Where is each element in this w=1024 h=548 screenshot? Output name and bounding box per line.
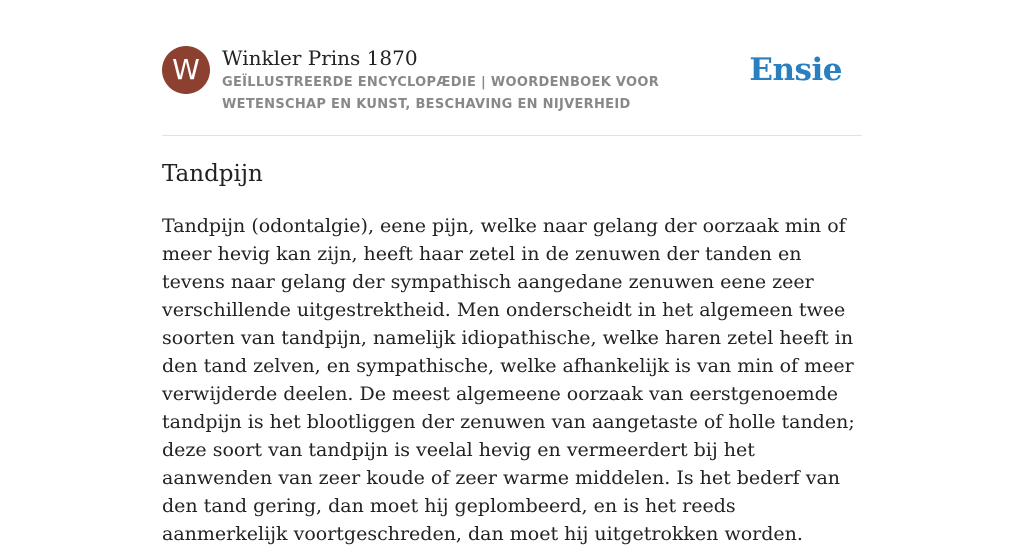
- source-title[interactable]: Winkler Prins 1870: [222, 46, 418, 70]
- source-avatar[interactable]: W: [162, 46, 210, 94]
- source-subtitle: GEÏLLUSTREERDE ENCYCLOPÆDIE | WOORDENBOEK VOOR WETENSCHAP EN KUNST, BESCHAVING EN NIJVERHEID: [222, 75, 660, 112]
- ensie-logo[interactable]: Ensie: [749, 52, 842, 88]
- source-header: [162, 46, 862, 116]
- entry-body: Tandpijn (odontalgie), eene pijn, welke naar gelang der oorzaak min of meer hevig kan zijn, heeft haar zetel in de zenuwen der tanden en tevens naar gelang der sympathisch aangedane zenuwen eene zeer verschillende uitgestrektheid. Men onderscheidt in het algemeen twee soorten van tandpijn, namelijk idiopathische, welke haren zetel heeft in den tand zelven, en sympathische, welke afhankelijk is van min of meer verwijderde deelen. De meest algemeene oorzaak van eerstgenoemde tandpijn is het blootliggen der zenuwen van aangetaste of holle tanden; deze soort van tandpijn is veelal hevig en vermeerdert bij het aanwenden van zeer koude of zeer warme middelen. Is het bederf van den tand gering, dan moet hij geplombeerd, en is het reeds aanmerkelijk voortgeschreden, dan moet hij uitgetrokken worden.: [162, 215, 855, 545]
- entry-title: Tandpijn: [162, 161, 263, 187]
- header-divider: [162, 135, 862, 136]
